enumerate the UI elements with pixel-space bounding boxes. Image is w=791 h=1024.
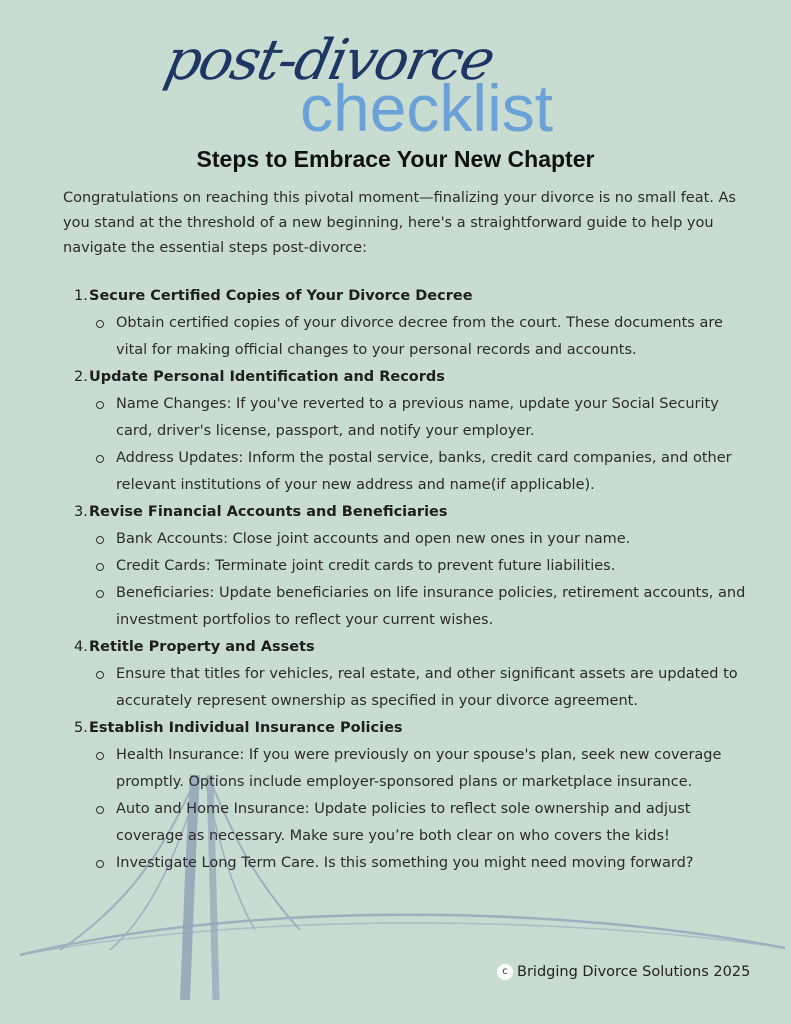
bullet-icon [96, 752, 104, 760]
section-number: 2. [74, 369, 88, 385]
section-1 [0, 283, 791, 364]
list-item: Health Insurance: If you were previously on your spouse's plan, seek new coverage promptly. Options include employer-sponsored plans or marketplace insurance. [0, 742, 791, 796]
bullet-icon [96, 455, 104, 463]
list-item: Ensure that titles for vehicles, real estate, and other significant assets are updated to accurately represent ownership as specified in your divorce agreement. [0, 661, 791, 715]
section-number: 5. [74, 720, 88, 736]
bullet-icon [96, 401, 104, 409]
section-5 [0, 715, 791, 877]
list-item: Beneficiaries: Update beneficiaries on life insurance policies, retirement accounts, and investment portfolios to reflect your current wishes. [0, 580, 791, 634]
section-number: 3. [74, 504, 88, 520]
subtitle: Steps to Embrace Your New Chapter [196, 146, 595, 172]
section-4 [0, 634, 791, 715]
section-title: Revise Financial Accounts and Beneficiaries [89, 504, 448, 520]
list-item: Investigate Long Term Care. Is this something you might need moving forward? [0, 850, 791, 877]
list-item: Auto and Home Insurance: Update policies to reflect sole ownership and adjust coverage as necessary. Make sure you’re both clear on who covers the kids! [0, 796, 791, 850]
section-3 [0, 499, 791, 634]
list-item: Bank Accounts: Close joint accounts and open new ones in your name. [0, 526, 791, 553]
section-title: Establish Individual Insurance Policies [89, 720, 403, 736]
bullet-icon [96, 806, 104, 814]
section-title: Update Personal Identification and Records [89, 369, 445, 385]
bullet-icon [96, 590, 104, 598]
footer-text: Bridging Divorce Solutions 2025 [517, 964, 751, 980]
list-item: Obtain certified copies of your divorce decree from the court. These documents are vital for making official changes to your personal records and accounts. [0, 310, 791, 364]
script-title: post-divorce [159, 28, 500, 93]
footer [497, 964, 750, 984]
page-title: checklist [300, 71, 554, 145]
section-number: 1. [74, 288, 88, 304]
list-item: Address Updates: Inform the postal service, banks, credit card companies, and other relevant institutions of your new address and name(if applicable). [0, 445, 791, 499]
checklist [0, 283, 791, 877]
section-2 [0, 364, 791, 499]
bullet-icon [96, 320, 104, 328]
list-item: Credit Cards: Terminate joint credit cards to prevent future liabilities. [0, 553, 791, 580]
intro-paragraph: Congratulations on reaching this pivotal moment—finalizing your divorce is no small feat. As you stand at the threshold of a new beginning, here's a straightforward guide to help you navigate the essential steps post-divorce: [63, 190, 736, 256]
bullet-icon [96, 860, 104, 868]
list-item: Name Changes: If you've reverted to a previous name, update your Social Security card, driver's license, passport, and notify your employer. [0, 391, 791, 445]
section-title: Secure Certified Copies of Your Divorce Decree [89, 288, 473, 304]
bullet-icon [96, 536, 104, 544]
copyright-icon: c [497, 964, 513, 980]
section-number: 4. [74, 639, 88, 655]
section-title: Retitle Property and Assets [89, 639, 315, 655]
bullet-icon [96, 563, 104, 571]
bullet-icon [96, 671, 104, 679]
